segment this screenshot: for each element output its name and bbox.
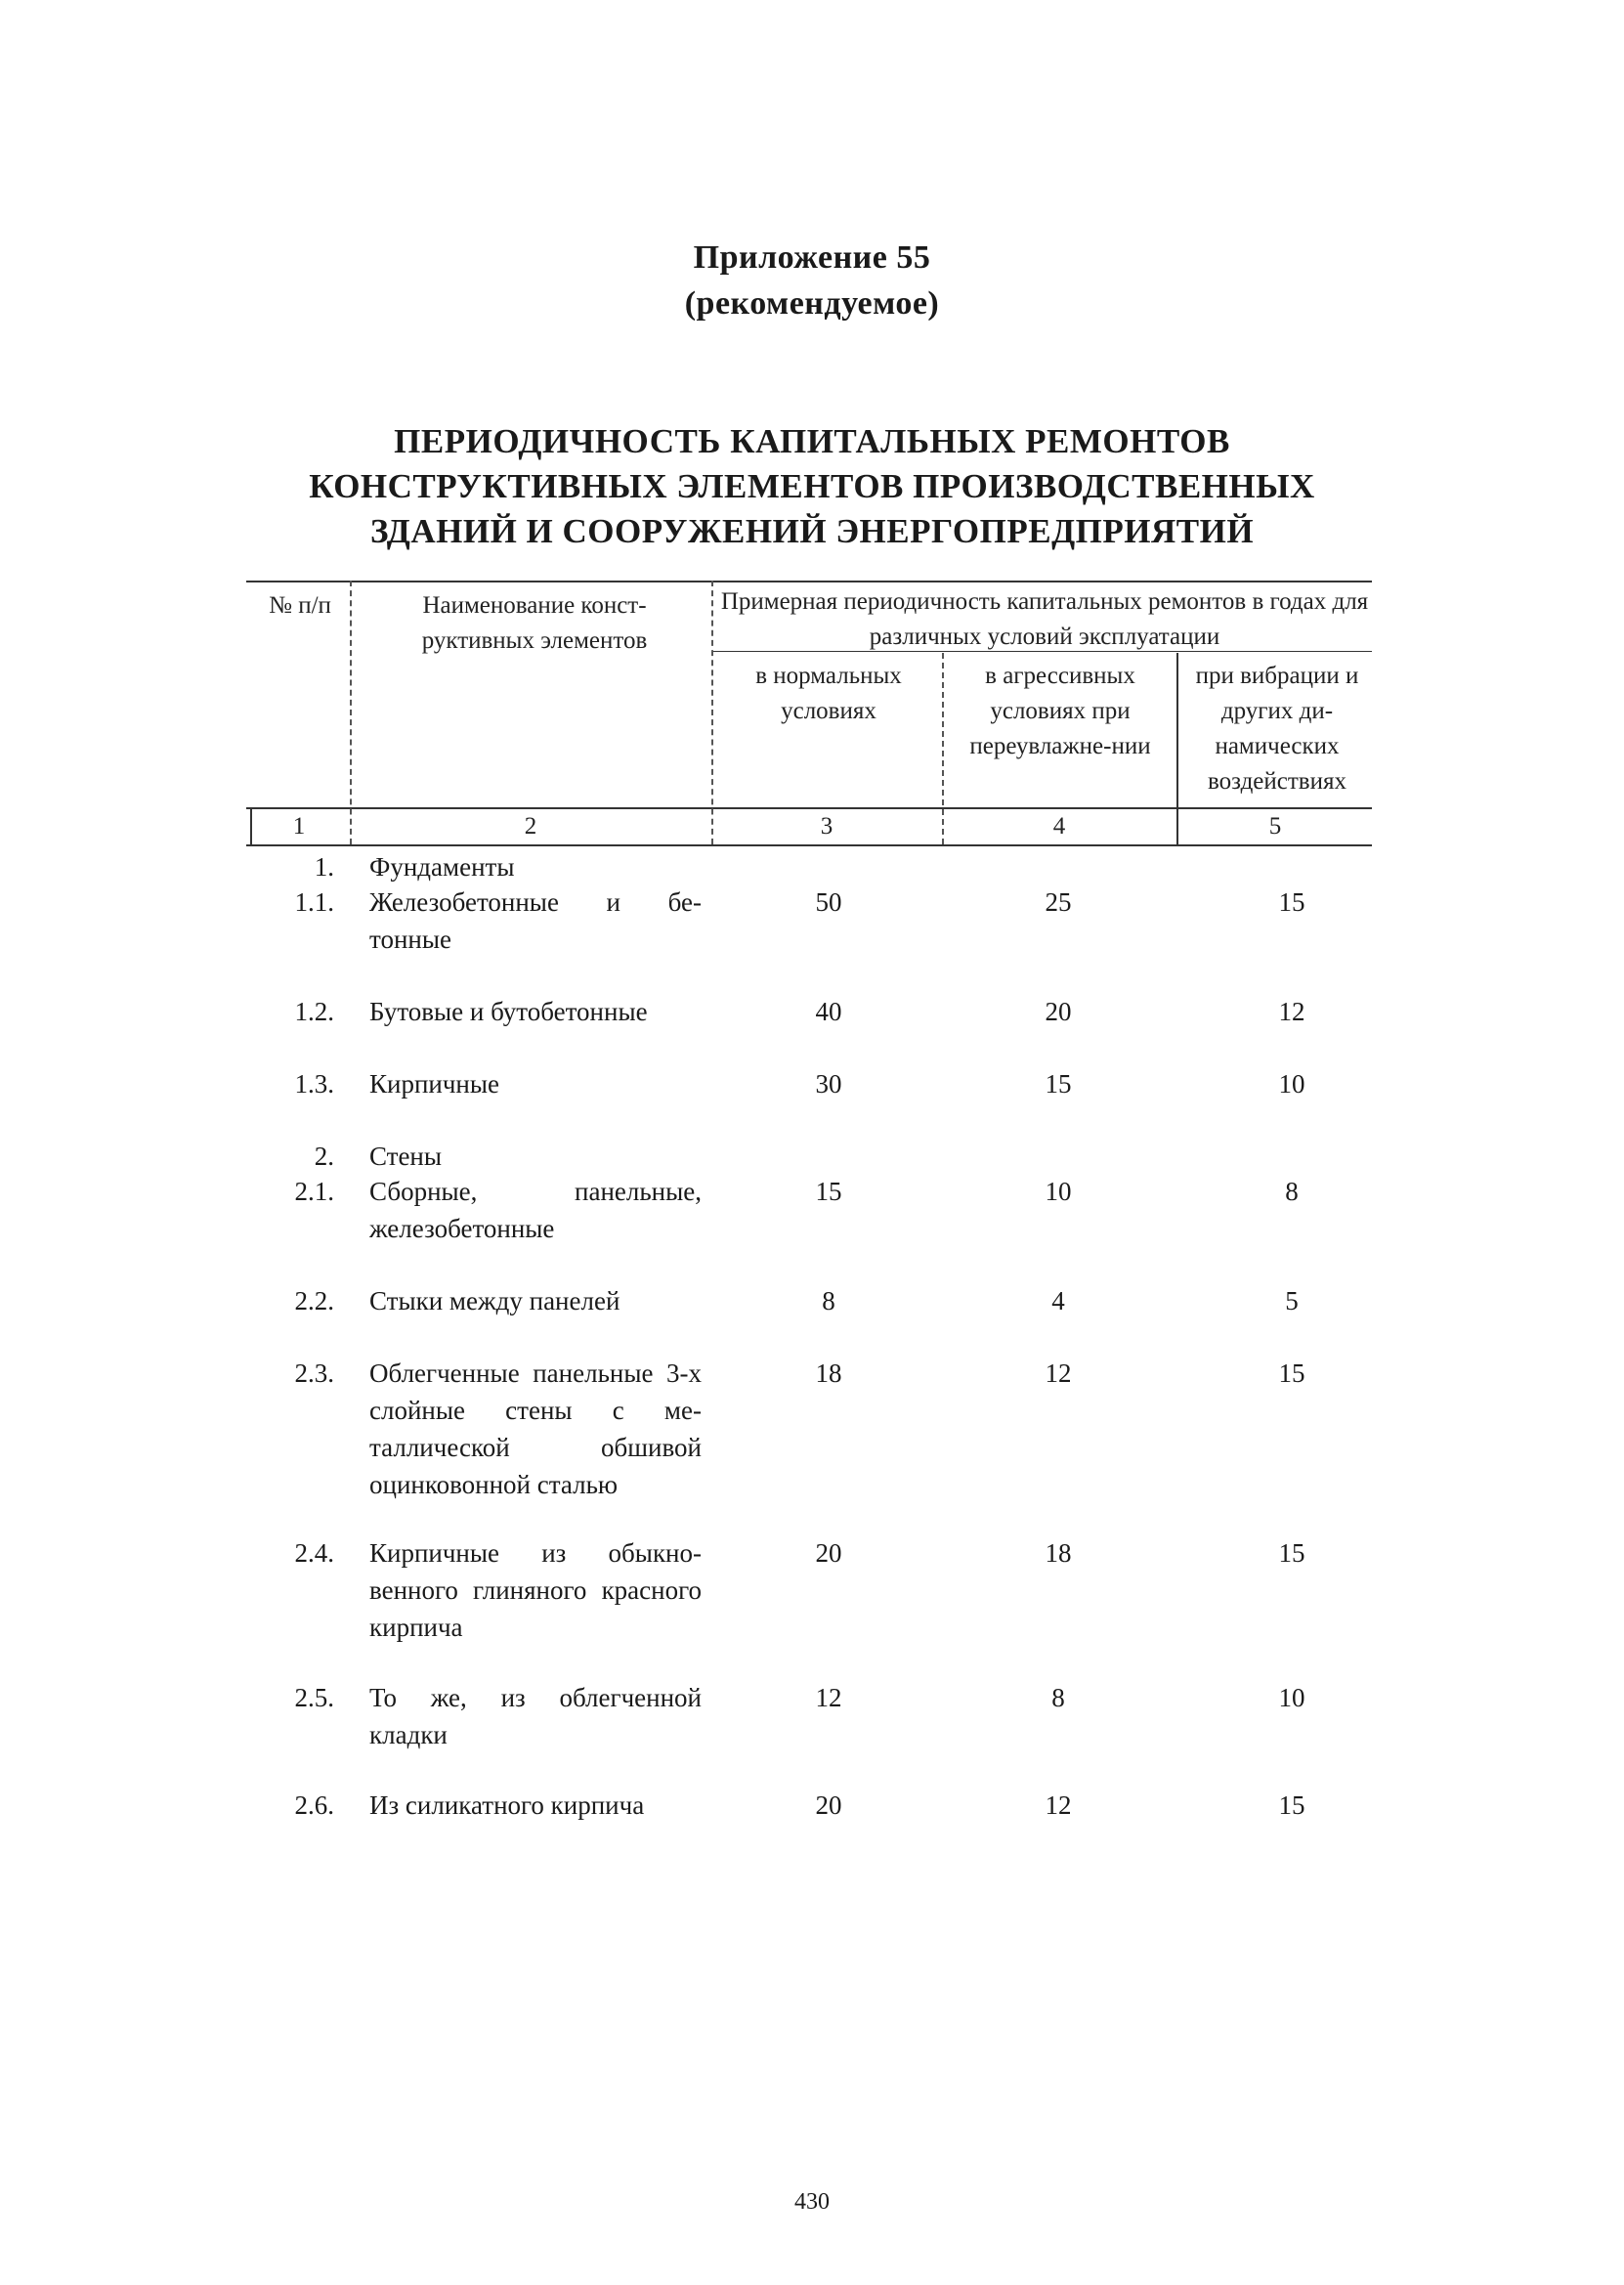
row-value-aggressive: 8 (1051, 1683, 1065, 1712)
row-name: Из силикатного кирпича (369, 1790, 645, 1820)
row-number: 2.5. (294, 1683, 334, 1712)
row-value-vibration: 8 (1285, 1177, 1299, 1206)
column-numbers-rule (246, 844, 1372, 846)
row-value-aggressive: 20 (1045, 997, 1072, 1026)
row-number: 1.3. (294, 1069, 334, 1099)
row-number: 2.3. (294, 1358, 334, 1388)
column-number-4: 4 (1052, 813, 1066, 840)
row-value-normal: 12 (815, 1683, 842, 1712)
row-value-normal: 40 (815, 997, 842, 1026)
table-header (246, 581, 1372, 849)
row-value-vibration: 15 (1278, 1790, 1305, 1820)
row-value-normal: 50 (815, 887, 842, 917)
row-number: 2. (314, 1142, 334, 1171)
column-number-2: 2 (524, 813, 537, 840)
row-value-aggressive: 25 (1045, 887, 1072, 917)
row-number: 1.2. (294, 997, 334, 1026)
row-name: Кирпичные из обыкно-венного глиняного красного кирпича (369, 1538, 702, 1642)
appendix-title: Приложение 55 (693, 239, 931, 276)
row-value-aggressive: 10 (1045, 1177, 1072, 1206)
column-number-1: 1 (292, 813, 306, 840)
row-value-normal: 18 (815, 1358, 842, 1388)
row-value-normal: 8 (822, 1286, 835, 1315)
row-name: То же, из облегченной кладки (369, 1683, 702, 1749)
row-name: Облегченные панельные 3-х слойные стены с ме-таллической обшивой оцинковонной сталью (369, 1358, 702, 1499)
row-name: Бутовые и бутобетонные (369, 997, 648, 1026)
row-value-vibration: 10 (1278, 1683, 1305, 1712)
header-vibration: при вибрации и других ди-намических воздействиях (1195, 663, 1359, 795)
header-num: № п/п (269, 592, 331, 619)
row-value-aggressive: 12 (1045, 1790, 1072, 1820)
document-title-line-3: ЗДАНИЙ И СООРУЖЕНИЙ ЭНЕРГОПРЕДПРИЯТИЙ (369, 512, 1255, 550)
row-number: 2.6. (294, 1790, 334, 1820)
row-value-aggressive: 12 (1045, 1358, 1072, 1388)
row-name: Железобетонные и бе-тонные (369, 887, 702, 954)
row-value-normal: 20 (815, 1790, 842, 1820)
document-title-line-2: КОНСТРУКТИВНЫХ ЭЛЕМЕНТОВ ПРОИЗВОДСТВЕННЫХ (309, 467, 1315, 505)
row-number: 2.4. (294, 1538, 334, 1568)
row-value-vibration: 15 (1278, 887, 1305, 917)
row-name: Фундаменты (369, 852, 515, 882)
header-name: Наименование конст-руктивных элементов (421, 592, 648, 654)
page-number: 430 (794, 2189, 830, 2215)
row-number: 2.1. (294, 1177, 334, 1206)
row-value-normal: 15 (815, 1177, 842, 1206)
row-name: Сборные, панельные, железобетонные (369, 1177, 702, 1243)
header-top-rule (246, 581, 1372, 582)
row-value-vibration: 12 (1278, 997, 1305, 1026)
header-aggressive: в агрессивных условиях при переувлажне-нии (969, 663, 1151, 759)
header-divider-2 (711, 581, 713, 844)
row-value-aggressive: 15 (1045, 1069, 1072, 1099)
document-title-line-1: ПЕРИОДИЧНОСТЬ КАПИТАЛЬНЫХ РЕМОНТОВ (394, 422, 1230, 460)
row-value-aggressive: 18 (1045, 1538, 1072, 1568)
header-normal: в нормальных условиях (755, 663, 902, 724)
header-divider-1 (350, 581, 352, 844)
row-value-vibration: 15 (1278, 1358, 1305, 1388)
header-period: Примерная периодичность капитальных ремонтов в годах для различных условий эксплуатации (720, 588, 1369, 650)
column-number-5: 5 (1268, 813, 1282, 840)
row-value-aggressive: 4 (1051, 1286, 1065, 1315)
row-name: Кирпичные (369, 1069, 500, 1099)
row-number: 1.1. (294, 887, 334, 917)
row-value-vibration: 10 (1278, 1069, 1305, 1099)
row-value-normal: 30 (815, 1069, 842, 1099)
appendix-subtitle: (рекомендуемое) (684, 285, 940, 322)
row-value-normal: 20 (815, 1538, 842, 1568)
row-name: Стыки между панелей (369, 1286, 620, 1315)
row-number: 1. (314, 852, 334, 882)
column-number-3: 3 (820, 813, 833, 840)
row-name: Стены (369, 1142, 443, 1171)
row-value-vibration: 5 (1285, 1286, 1299, 1315)
row-value-vibration: 15 (1278, 1538, 1305, 1568)
row-number: 2.2. (294, 1286, 334, 1315)
